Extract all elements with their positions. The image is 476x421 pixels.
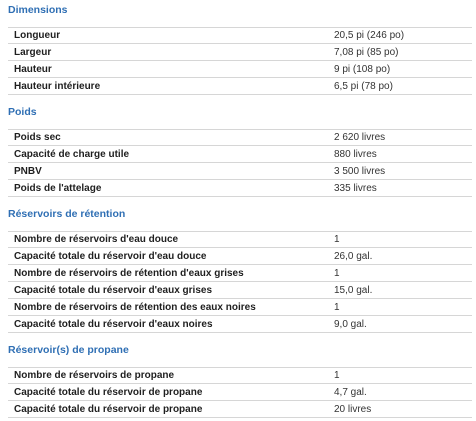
table-row bbox=[8, 27, 472, 44]
row-value: 1 bbox=[334, 370, 340, 381]
table-row bbox=[8, 180, 472, 197]
row-label: Nombre de réservoirs de rétention des eaux noires bbox=[14, 301, 256, 313]
row-value: 15,0 gal. bbox=[334, 284, 373, 296]
row-value: 26,0 gal. bbox=[334, 250, 373, 262]
row-label: Capacité de charge utile bbox=[14, 148, 130, 160]
table-row bbox=[8, 78, 472, 95]
section-reservoirs-retention bbox=[0, 206, 476, 333]
section-poids bbox=[0, 104, 476, 197]
row-label: Capacité totale du réservoir d'eaux noires bbox=[14, 318, 213, 330]
row-value: 1 bbox=[334, 234, 340, 245]
table-row bbox=[8, 401, 472, 418]
table-row bbox=[8, 367, 472, 384]
row-label: Poids de l'attelage bbox=[14, 182, 102, 194]
row-value: 2 620 livres bbox=[334, 132, 386, 143]
table-row bbox=[8, 231, 472, 248]
spec-table bbox=[8, 129, 472, 197]
section-title: Poids bbox=[8, 106, 37, 118]
table-row bbox=[8, 44, 472, 61]
table-row bbox=[8, 299, 472, 316]
section-title: Réservoirs de rétention bbox=[8, 208, 126, 220]
row-value: 6,5 pi (78 po) bbox=[334, 80, 393, 92]
row-label: Hauteur intérieure bbox=[14, 80, 101, 92]
row-label: Longueur bbox=[14, 30, 61, 41]
row-value: 20,5 pi (246 po) bbox=[334, 30, 405, 41]
row-value: 20 livres bbox=[334, 403, 372, 415]
row-label: Hauteur bbox=[14, 63, 52, 75]
section-title: Dimensions bbox=[8, 4, 68, 16]
row-value: 880 livres bbox=[334, 148, 377, 160]
row-label: Capacité totale du réservoir d'eaux grises bbox=[14, 284, 213, 296]
row-value: 9,0 gal. bbox=[334, 318, 367, 330]
table-row bbox=[8, 316, 472, 333]
section-reservoirs-propane bbox=[0, 342, 476, 418]
table-row bbox=[8, 146, 472, 163]
table-row bbox=[8, 129, 472, 146]
row-value: 1 bbox=[334, 267, 340, 279]
table-row bbox=[8, 163, 472, 180]
row-label: Largeur bbox=[14, 46, 52, 58]
row-label: Capacité totale du réservoir de propane bbox=[14, 386, 203, 398]
row-value: 9 pi (108 po) bbox=[334, 63, 391, 75]
table-row bbox=[8, 248, 472, 265]
row-label: PNBV bbox=[14, 165, 42, 177]
row-label: Capacité totale du réservoir de propane bbox=[14, 403, 203, 415]
row-value: 3 500 livres bbox=[334, 165, 386, 177]
row-label: Poids sec bbox=[14, 132, 61, 143]
section-dimensions bbox=[0, 2, 476, 95]
row-value: 4,7 gal. bbox=[334, 386, 367, 398]
spec-table bbox=[8, 27, 472, 95]
spec-table bbox=[8, 367, 472, 418]
row-value: 7,08 pi (85 po) bbox=[334, 46, 399, 58]
row-value: 335 livres bbox=[334, 182, 377, 194]
table-row bbox=[8, 384, 472, 401]
row-label: Capacité totale du réservoir d'eau douce bbox=[14, 250, 207, 262]
table-row bbox=[8, 61, 472, 78]
table-row bbox=[8, 282, 472, 299]
row-label: Nombre de réservoirs de rétention d'eaux grises bbox=[14, 267, 244, 279]
section-title: Réservoir(s) de propane bbox=[8, 344, 129, 356]
row-label: Nombre de réservoirs de propane bbox=[14, 370, 175, 381]
spec-table bbox=[8, 231, 472, 333]
row-value: 1 bbox=[334, 301, 340, 313]
table-row bbox=[8, 265, 472, 282]
row-label: Nombre de réservoirs d'eau douce bbox=[14, 234, 179, 245]
